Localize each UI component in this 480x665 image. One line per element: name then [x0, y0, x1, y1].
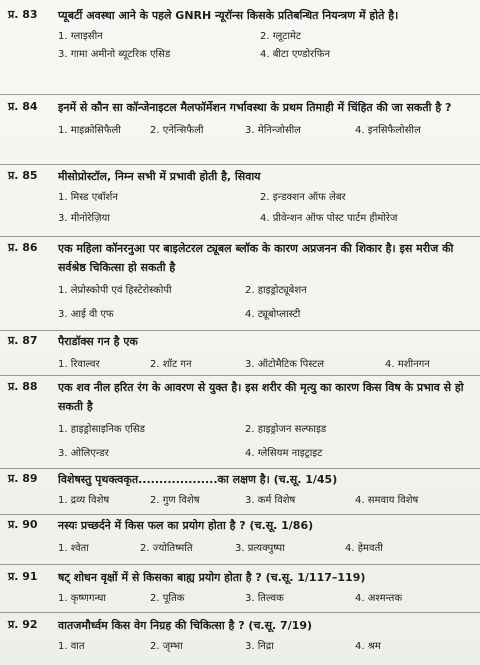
question-block	[0, 616, 480, 657]
option[interactable]: 2. पूतिक	[150, 593, 185, 604]
option[interactable]: 2. हाइड्रोट्यूबेशन	[245, 285, 307, 296]
question-block	[0, 98, 480, 141]
divider	[0, 330, 480, 331]
option[interactable]: 2. गुण विशेष	[150, 495, 200, 506]
option[interactable]: 3. गामा अमीनो ब्यूटरिक एसिड	[58, 49, 171, 60]
question-number: प्र. 89	[8, 472, 38, 485]
option[interactable]: 4. ग्लेसियम नाइट्राइट	[245, 448, 323, 459]
option[interactable]: 2. हाइड्रोजन सल्फाइड	[245, 424, 327, 435]
question-text: एक शव नील हरित रंग के आवरण से युक्त है। इस शरीर की मृत्यु का कारण किस विष के प्रभाव से हो सकती है	[58, 381, 464, 413]
question-block	[0, 568, 480, 609]
question-text: इनमें से कौन सा कॉन्जेनाइटल मैलफॉर्मेशन गर्भावस्था के प्रथम तिमाही में चिंहित की जा सकती है ?	[58, 101, 452, 114]
option[interactable]: 1. द्रव्य विशेष	[58, 495, 110, 506]
question-block	[0, 332, 480, 375]
question-text: एक महिला कॉनरनुआ पर बाइलेटरल ट्यूबल ब्लॉक के कारण अप्रजनन की शिकार है। इस मरीज की सर्वश्रेष्ठ चिकित्सा हो सकती है	[58, 242, 454, 274]
option[interactable]: 4. समवाय विशेष	[355, 495, 419, 506]
options-row	[0, 491, 480, 511]
question-block	[0, 6, 480, 65]
divider	[0, 236, 480, 237]
divider	[0, 612, 480, 613]
options-row	[0, 539, 480, 559]
options-row	[0, 444, 480, 464]
option[interactable]: 1. मिस्ड एबॉर्शन	[58, 192, 118, 203]
options-row	[0, 281, 480, 301]
option[interactable]: 1. कृष्णगन्धा	[58, 593, 106, 604]
question-number: प्र. 92	[8, 618, 38, 631]
options-row	[0, 637, 480, 657]
option[interactable]: 1. रिवाल्वर	[58, 359, 100, 370]
option[interactable]: 4. बीटा एण्डोरफिन	[260, 49, 330, 60]
option[interactable]: 3. आई वी एफ	[58, 309, 114, 320]
option[interactable]: 4. अश्मन्तक	[355, 593, 403, 604]
question-block	[0, 167, 480, 229]
divider	[0, 164, 480, 165]
option[interactable]: 2. ग्लूटामेट	[260, 31, 301, 42]
question-block	[0, 516, 480, 559]
question-text: मीसोप्रोस्टॉल, निम्न सभी में प्रभावी होती है, सिवाय	[58, 170, 261, 183]
option[interactable]: 3. तिल्वक	[245, 593, 284, 604]
option[interactable]: 4. ट्यूबोप्लास्टी	[245, 309, 301, 320]
option[interactable]: 1. माइक्रोसिफैली	[58, 125, 121, 136]
question-number: प्र. 91	[8, 570, 38, 583]
options-row	[0, 305, 480, 325]
question-number: प्र. 85	[8, 169, 38, 182]
option[interactable]: 3. कर्म विशेष	[245, 495, 296, 506]
option[interactable]: 4. प्रीवेन्शन ऑफ पोस्ट पार्टम हीमोरेज	[260, 213, 398, 224]
option[interactable]: 2. ज्योतिष्मति	[140, 543, 193, 554]
question-block	[0, 239, 480, 325]
divider	[0, 514, 480, 515]
option[interactable]: 2. शॉट गन	[150, 359, 192, 370]
option[interactable]: 1. लेप्रोस्कोपी एवं हिस्टेरोस्कोपी	[58, 285, 172, 296]
option[interactable]: 3. ओलिएन्डर	[58, 448, 109, 459]
question-text: वातजमौर्ध्वम किस वेग निग्रह की चिकित्सा है ? (च.सू. 7/19)	[58, 619, 313, 632]
question-number: प्र. 83	[8, 8, 38, 21]
question-text: पैराडॉक्स गन है एक	[58, 335, 138, 348]
question-text: विशेषस्तु पृथक्त्वकृत...................का लक्षण है। (च.सू. 1/45)	[58, 473, 338, 486]
question-number: प्र. 88	[8, 380, 38, 393]
option[interactable]: 2. एनेन्सिफैली	[150, 125, 204, 136]
question-text: नस्यः प्रच्छर्दने में किस फल का प्रयोग होता है ? (च.सू. 1/86)	[58, 519, 314, 532]
options-row	[0, 589, 480, 609]
option[interactable]: 2. जृम्भा	[150, 641, 183, 652]
divider	[0, 468, 480, 469]
options-row	[0, 186, 480, 206]
option[interactable]: 4. इनसिफैलोसील	[355, 125, 421, 136]
options-row	[0, 45, 480, 65]
options-row	[0, 420, 480, 440]
question-number: प्र. 84	[8, 100, 38, 113]
option[interactable]: 4. हेमवती	[345, 543, 383, 554]
divider	[0, 94, 480, 95]
question-number: प्र. 90	[8, 518, 38, 531]
question-number: प्र. 87	[8, 334, 38, 347]
option[interactable]: 3. प्रत्यक्पुष्पा	[235, 543, 285, 554]
options-row	[0, 121, 480, 141]
option[interactable]: 1. श्वेता	[58, 543, 89, 554]
option[interactable]: 3. मेनिन्जोसील	[245, 125, 301, 136]
question-number: प्र. 86	[8, 241, 38, 254]
question-text: षट् शोधन वृक्षों में से किसका बाह्य प्रयोग होता है ? (च.सू. 1/117–119)	[58, 571, 366, 584]
question-block	[0, 378, 480, 464]
option[interactable]: 4. मशीनगन	[385, 359, 430, 370]
options-row	[0, 25, 480, 45]
option[interactable]: 4. श्रम	[355, 641, 381, 652]
divider	[0, 375, 480, 376]
options-row	[0, 209, 480, 229]
option[interactable]: 3. निद्रा	[245, 641, 274, 652]
option[interactable]: 3. ऑटोमैटिक पिस्टल	[245, 359, 325, 370]
option[interactable]: 1. ग्लाइसीन	[58, 31, 103, 42]
options-row	[0, 355, 480, 375]
question-text: प्यूबर्टी अवस्था आने के पहले GNRH न्यूरॉन्स किसके प्रतिबन्धित नियन्त्रण में होते है।	[58, 9, 399, 22]
option[interactable]: 2. इन्डक्शन ऑफ लेबर	[260, 192, 346, 203]
option[interactable]: 3. मीनोरेज़िया	[58, 213, 110, 224]
option[interactable]: 1. हाइड्रोसाइनिक एसिड	[58, 424, 145, 435]
divider	[0, 564, 480, 565]
option[interactable]: 1. वात	[58, 641, 85, 652]
question-block	[0, 470, 480, 511]
